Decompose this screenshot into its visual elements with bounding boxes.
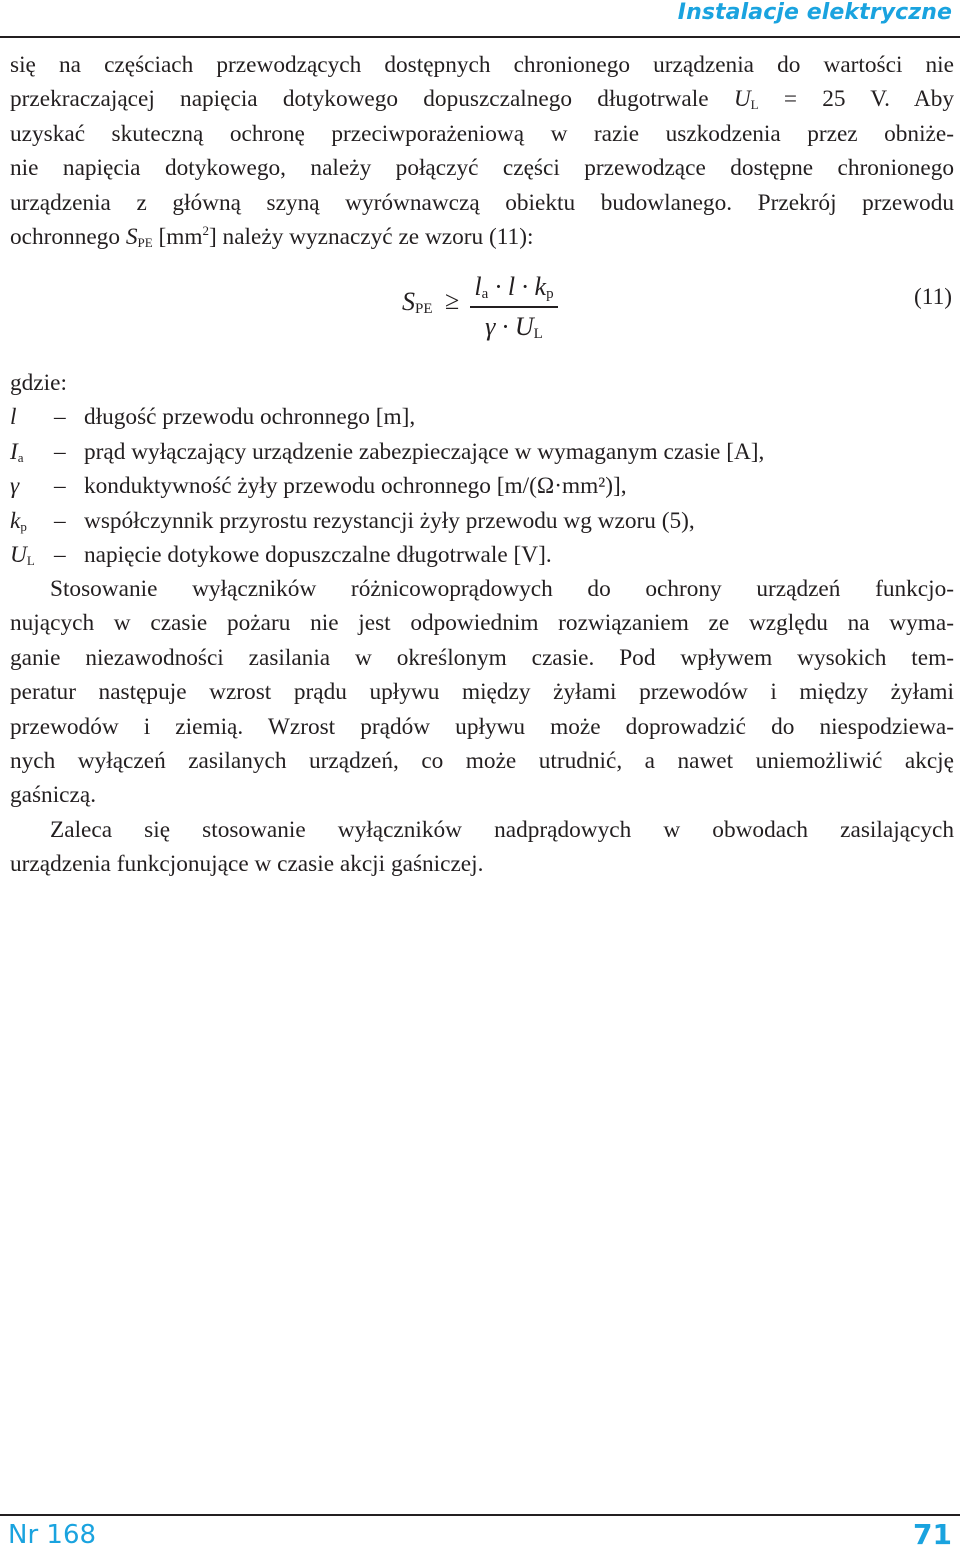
issue-number: Nr 168	[8, 1520, 97, 1550]
text-line: urządzenia funkcjonujące w czasie akcji gaśniczej.	[10, 851, 484, 878]
formula-relation: ≥	[445, 286, 460, 315]
formula-denominator: $\gamma \cdot U_L$	[485, 312, 543, 342]
legend-row: l – długość przewodu ochronnego [m],	[10, 404, 416, 431]
text-line: peratur następuje wzrost prądu upływu między żyłami przewodów i między żyłami	[10, 679, 954, 706]
formula-numerator: $l_a \cdot l \cdot k_p$	[474, 272, 554, 302]
footer-rule	[0, 1514, 960, 1516]
text-line: nujących w czasie pożaru nie jest odpowiednim rozwiązaniem ze względu na wyma-	[10, 610, 954, 637]
symbol-u: U	[733, 86, 751, 113]
legend-intro: gdzie:	[10, 370, 67, 396]
equation-number: (11)	[914, 284, 952, 310]
formula-lhs: $S_{PE}$	[402, 287, 433, 317]
text-line: nych wyłączeń zasilanych urządzeń, co może utrudnić, a nawet uniemożliwić akcję	[10, 748, 954, 775]
legend-row: $k_p$ – współczynnik przyrostu rezystancji żyły przewodu wg wzoru (5),	[10, 507, 695, 534]
text-line: gaśniczą.	[10, 782, 97, 809]
header-rule	[0, 36, 960, 38]
text-line: przewodów i ziemią. Wzrost prądów upływu może doprowadzić do niespodziewa-	[10, 713, 954, 740]
fraction-bar	[470, 306, 558, 308]
text-line: się na częściach przewodzących dostępnych chronionego urządzenia do wartości nie	[10, 52, 954, 78]
page-number: 71	[913, 1518, 952, 1551]
legend-row: $U_L$ – napięcie dotykowe dopuszczalne długotrwale [V].	[10, 542, 552, 569]
legend-row: γ – konduktywność żyły przewodu ochronnego [m/(Ω·mm²)],	[10, 473, 627, 500]
formula-11	[0, 272, 960, 352]
text-line: przekraczającej napięcia dotykowego dopuszczalnego długotrwale $U_L = 25$ V. Aby	[10, 86, 955, 113]
text-line: Zaleca się stosowanie wyłączników nadprądowych w obwodach zasilających	[50, 817, 954, 843]
symbol-legend	[10, 366, 764, 572]
symbol-s: S	[125, 224, 138, 251]
paragraph-1	[10, 48, 954, 254]
paragraph-3	[10, 813, 954, 882]
legend-row: $I_a$ – prąd wyłączający urządzenie zabezpieczające w wymaganym czasie [A],	[10, 438, 765, 465]
text-line: nie napięcia dotykowego, należy połączyć części przewodzące dostępne chronionego	[10, 155, 954, 182]
text-line: urządzenia z główną szyną wyrównawczą obiektu budowlanego. Przekrój przewodu	[10, 189, 954, 216]
running-header-title: Instalacje elektryczne	[677, 0, 952, 25]
text-line: ochronnego $S_{PE}$ $[mm^2]$ należy wyznaczyć ze wzoru (11):	[10, 223, 534, 251]
text-line: ganie niezawodności zasilania w określonym czasie. Pod wpływem wysokich tem-	[10, 644, 954, 671]
paragraph-2	[10, 572, 954, 813]
text-line: Stosowanie wyłączników różnicowoprądowych do ochrony urządzeń funkcjo-	[50, 576, 954, 602]
text-line: uzyskać skuteczną ochronę przeciwporażeniową w razie uszkodzenia przez obniże-	[10, 120, 954, 147]
